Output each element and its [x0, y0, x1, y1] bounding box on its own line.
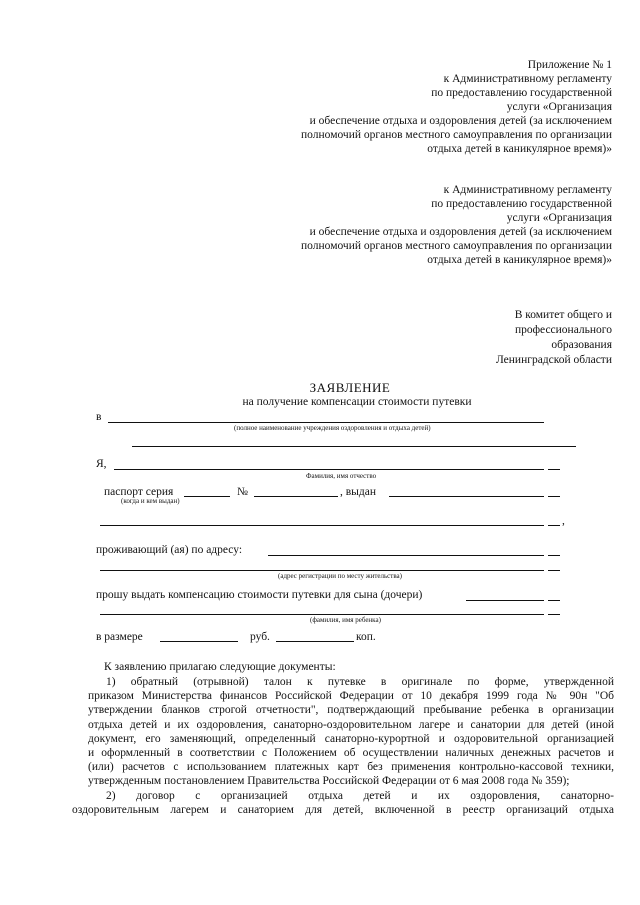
passport-series-field[interactable]: [184, 496, 230, 497]
child-name-caption: (фамилия, имя ребенка): [310, 616, 381, 624]
residence-field-line-2-tail[interactable]: [548, 570, 560, 571]
child-name-field-line-2[interactable]: [100, 614, 544, 615]
comma: ,: [562, 515, 565, 527]
residence-field-line-2[interactable]: [100, 570, 544, 571]
document-item-1-line: утвержденным постановлением Правительства Российской Федерации от 6 мая 2008 года № 359);: [88, 775, 570, 788]
issued-by-field-tail[interactable]: [548, 496, 560, 497]
amount-label: в размере: [96, 631, 143, 643]
amount-rub-field[interactable]: [160, 641, 238, 642]
child-name-field[interactable]: [466, 600, 544, 601]
issued-by-field-line-2-tail[interactable]: [548, 525, 560, 526]
addressee-line: образования: [551, 339, 612, 351]
rub-label: руб.: [250, 631, 270, 643]
appendix-1-header: [192, 58, 612, 156]
issued-caption: (когда и кем выдан): [121, 497, 180, 505]
passport-number-label: №: [237, 486, 248, 498]
addressee-line: Ленинградской области: [495, 354, 612, 366]
appendix-1-line: по предоставлению государственной: [431, 87, 612, 99]
child-name-field-line-2-tail[interactable]: [548, 614, 560, 615]
kop-label: коп.: [356, 631, 376, 643]
document-title: ЗАЯВЛЕНИЕ: [309, 380, 391, 395]
document-subtitle: на получение компенсации стоимости путевки: [242, 396, 472, 408]
request-label: прошу выдать компенсацию стоимости путевки для сына (дочери): [96, 589, 423, 601]
appendix-2-line: по предоставлению государственной: [431, 198, 612, 210]
appendix-1-line: отдыха детей в каникулярное время)»: [427, 143, 612, 155]
amount-kop-field[interactable]: [276, 641, 354, 642]
document-item-1-line: 1) обратный (отрывной) талон к путевке в оригинале по форме, утвержденной: [106, 676, 614, 688]
residence-field[interactable]: [268, 555, 544, 556]
issued-by-field-line-2[interactable]: [100, 525, 544, 526]
institution-field[interactable]: [108, 422, 544, 423]
appendix-2-line: к Административному регламенту: [443, 184, 612, 196]
residence-label: проживающий (ая) по адресу:: [96, 544, 243, 556]
appendix-1-line: полномочий органов местного самоуправления по организации: [301, 129, 612, 141]
document-item-1-line: утверждении бланков строгой отчетности", подтверждающий пребывание ребенка в организации: [88, 704, 614, 717]
addressee-line: профессионального: [514, 324, 612, 336]
document-item-2-line: 2) договор с организацией отдыха детей и их оздоровления, санаторно-: [106, 790, 614, 802]
full-name-caption: Фамилия, имя отчество: [306, 472, 377, 480]
in-label: в: [96, 411, 102, 423]
appendix-1-line: и обеспечение отдыха и оздоровления детей (за исключением: [309, 115, 612, 127]
appendix-1-line: услуги «Организация: [506, 101, 612, 113]
issued-label: , выдан: [340, 486, 377, 498]
i-label: Я,: [96, 458, 107, 470]
document-item-1: [88, 675, 614, 789]
document-item-1-line: документ, его заменяющий, определенный санаторно-курортной и оздоровительной организацией: [88, 732, 614, 745]
document-item-2-line: оздоровительным лагерем и санаторием для детей, включенной в реестр организаций отдыха: [72, 804, 614, 817]
appendix-2-line: и обеспечение отдыха и оздоровления детей (за исключением: [309, 226, 612, 238]
document-item-2: [72, 789, 614, 817]
residence-field-tail[interactable]: [548, 555, 560, 556]
passport-number-field[interactable]: [254, 496, 338, 497]
appendix-2-line: полномочий органов местного самоуправления по организации: [301, 240, 612, 252]
appendix-2-line: услуги «Организация: [506, 212, 612, 224]
documents-intro: К заявлению прилагаю следующие документы:: [104, 661, 336, 673]
addressee: [312, 308, 612, 368]
institution-caption: (полное наименование учреждения оздоровления и отдыха детей): [234, 424, 431, 432]
child-name-field-tail[interactable]: [548, 600, 560, 601]
full-name-field-tail[interactable]: [548, 469, 560, 470]
institution-field-line-2[interactable]: [132, 446, 576, 447]
document-item-1-line: (или) расчетов с использованием платежных карт без применения контрольно-кассовой техники,: [88, 761, 614, 774]
full-name-field[interactable]: [114, 469, 544, 470]
passport-label: паспорт серия: [104, 486, 174, 498]
appendix-2-header: [192, 183, 612, 267]
appendix-2-line: отдыха детей в каникулярное время)»: [427, 254, 612, 266]
addressee-line: В комитет общего и: [514, 309, 612, 321]
document-item-1-line: приказом Министерства финансов Российской Федерации от 10 декабря 1999 года № 90н "Об: [88, 690, 614, 703]
document-item-1-line: и оформленный в соответствии с Положением об осуществлении наличных денежных расчетов и: [88, 747, 614, 760]
residence-caption: (адрес регистрации по месту жительства): [278, 572, 402, 580]
appendix-1-line: к Административному регламенту: [443, 73, 612, 85]
document-item-1-line: отдыха детей и их оздоровления, санаторно-оздоровительном лагере и санатории для детей (иной: [88, 718, 614, 731]
issued-by-field[interactable]: [389, 496, 544, 497]
appendix-1-line: Приложение № 1: [527, 59, 612, 71]
